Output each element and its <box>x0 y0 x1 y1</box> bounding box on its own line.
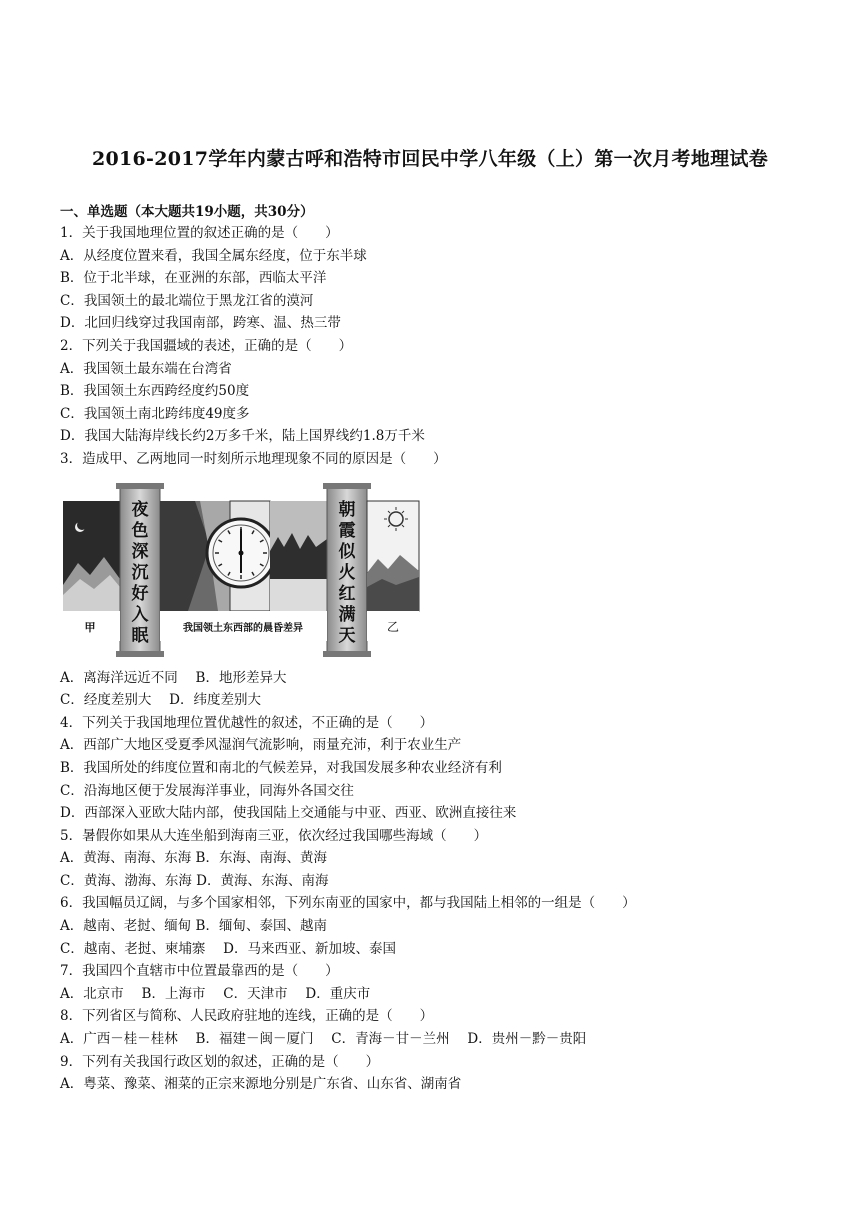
clock-icon <box>207 519 275 587</box>
text-line: B．我国所处的纬度位置和南北的气候差异，对我国发展多种农业经济有利 <box>60 759 502 776</box>
text-line: A．北京市 B．上海市 C．天津市 D．重庆市 <box>60 985 371 1002</box>
text-line: A．我国领土最东端在台湾省 <box>60 360 232 377</box>
text-line: C．我国领土南北跨纬度49度多 <box>60 405 250 422</box>
text-line: A．黄海、南海、东海 B．东海、南海、黄海 <box>60 850 327 867</box>
question-list <box>60 222 830 1096</box>
figure-caption: 我国领土东西部的晨昏差异 <box>183 622 303 634</box>
text-line: B．我国领土东西跨经度约50度 <box>60 383 250 400</box>
text-line: 3．造成甲、乙两地同一时刻所示地理现象不同的原因是（ ） <box>60 450 447 467</box>
text-line: 9．下列有关我国行政区划的叙述，正确的是（ ） <box>60 1053 380 1070</box>
text-line: C．经度差别大 D．纬度差别大 <box>60 692 261 709</box>
label-yi: 乙 <box>386 619 400 634</box>
text-line: A．粤菜、豫菜、湘菜的正宗来源地分别是广东省、山东省、湖南省 <box>60 1076 462 1093</box>
text-line: 8．下列省区与简称、人民政府驻地的连线，正确的是（ ） <box>60 1008 434 1025</box>
label-jia: 甲 <box>84 620 96 634</box>
day-night-figure <box>60 475 422 659</box>
left-scroll-text: 夜色深沉好入眠 <box>131 499 149 646</box>
text-line: C．沿海地区便于发展海洋事业，同海外各国交往 <box>60 782 354 799</box>
text-line: 2．下列关于我国疆域的表述，正确的是（ ） <box>60 337 353 354</box>
text-line: D．西部深入亚欧大陆内部，使我国陆上交通能与中亚、西亚、欧洲直接往来 <box>60 805 517 822</box>
text-line: 7．我国四个直辖市中位置最靠西的是（ ） <box>60 963 339 980</box>
text-line: D．我国大陆海岸线长约2万多千米，陆上国界线约1.8万千米 <box>60 428 425 445</box>
text-line: 5．暑假你如果从大连坐船到海南三亚，依次经过我国哪些海域（ ） <box>60 827 488 844</box>
page-title: 2016-2017学年内蒙古呼和浩特市回民中学八年级（上）第一次月考地理试卷 <box>91 148 769 170</box>
text-line: 1．关于我国地理位置的叙述正确的是（ ） <box>60 225 339 241</box>
text-line: A．广西－桂－桂林 B．福建－闽－厦门 C．青海－甘－兰州 D．贵州－黔－贵阳 <box>60 1031 587 1048</box>
text-line: 6．我国幅员辽阔，与多个国家相邻，下列东南亚的国家中，都与我国陆上相邻的一组是（ ） <box>60 895 636 912</box>
right-scroll-text: 朝霞似火红满天 <box>338 499 356 646</box>
section-heading: 一、单选题（本大题共19小题，共30分） <box>60 204 314 220</box>
text-line: C．黄海、渤海、东海 D．黄海、东海、南海 <box>60 872 329 889</box>
figure-block <box>60 471 830 667</box>
text-line: C．越南、老挝、柬埔寨 D．马来西亚、新加坡、泰国 <box>60 940 396 957</box>
text-line: A．西部广大地区受夏季风湿润气流影响，雨量充沛，利于农业生产 <box>60 737 462 754</box>
text-line: C．我国领土的最北端位于黑龙江省的漠河 <box>60 292 314 309</box>
text-line: 4．下列关于我国地理位置优越性的叙述，不正确的是（ ） <box>60 714 434 731</box>
text-line: B．位于北半球，在亚洲的东部，西临太平洋 <box>60 270 327 287</box>
text-line: A．从经度位置来看，我国全属东经度，位于东半球 <box>60 247 367 264</box>
text-line: D．北回归线穿过我国南部，跨寒、温、热三带 <box>60 315 341 332</box>
text-line: A．越南、老挝、缅甸 B．缅甸、泰国、越南 <box>60 918 327 935</box>
text-line: A．离海洋远近不同 B．地形差异大 <box>60 669 287 686</box>
